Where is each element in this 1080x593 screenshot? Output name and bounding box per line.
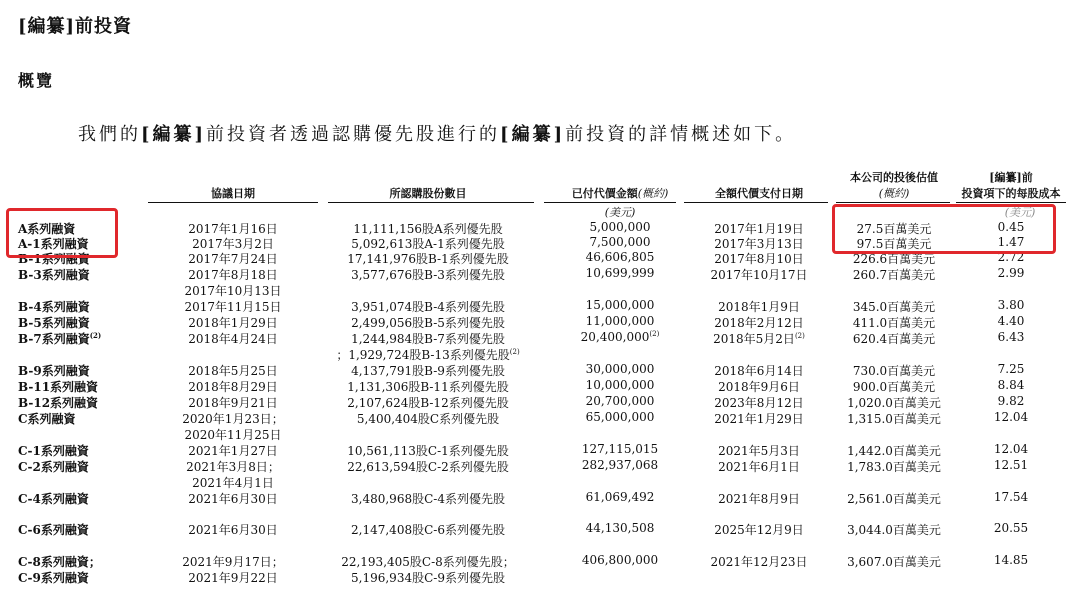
payment-date: 2025年12月9日: [714, 523, 804, 537]
payment-date: 2023年8月12日: [714, 396, 804, 410]
agreement-date: 2017年11月15日: [184, 300, 282, 314]
payment-date: 2021年1月29日: [714, 412, 804, 426]
cost-per-share: 9.82: [997, 394, 1025, 408]
header-rule: [836, 202, 950, 203]
cost-per-share: 12.04: [993, 442, 1029, 456]
consideration-paid: 20,400,000$^{(2)}$: [580, 330, 660, 344]
agreement-date: 2021年4月1日: [192, 475, 274, 490]
cost-per-share: 2.72: [997, 250, 1025, 264]
agreement-date: 2021年9月22日: [188, 570, 278, 585]
round-name: B-3系列融資: [18, 268, 90, 282]
consideration-paid: 11,000,000: [585, 314, 655, 328]
round-name: B-1系列融資: [18, 252, 90, 266]
cost-per-share: 8.84: [997, 378, 1025, 392]
agreement-date: 2017年7月24日: [188, 252, 278, 266]
cost-per-share: 14.85: [993, 553, 1029, 567]
consideration-paid: 20,700,000: [585, 394, 655, 408]
shares-subscribed: 4,137,791股B-9系列優先股: [351, 364, 505, 378]
cost-per-share: 20.55: [993, 521, 1029, 535]
payment-date: 2017年8月10日: [714, 252, 804, 266]
post-money-valuation: 1,442.0百萬美元: [847, 444, 941, 458]
payment-date: 2017年10月17日: [710, 268, 808, 282]
post-money-valuation: 260.7百萬美元: [852, 268, 936, 282]
post-money-valuation: 620.4百萬美元: [852, 332, 936, 346]
footnote-marker: (2): [89, 331, 102, 340]
highlight-box-right: [832, 204, 1056, 254]
agreement-date: 2018年8月29日: [188, 380, 278, 394]
round-name: B-11系列融資: [18, 380, 99, 394]
post-money-valuation: 411.0百萬美元: [852, 316, 936, 330]
round-name: C-2系列融資: [18, 460, 89, 474]
post-money-valuation: 1,315.0百萬美元: [847, 412, 941, 426]
round-name: C-8系列融資；: [18, 555, 101, 569]
header-shares: 所認購股份數目: [389, 187, 467, 200]
agreement-date: 2021年6月30日: [188, 523, 278, 537]
agreement-date: 2017年1月16日: [188, 222, 278, 236]
shares-subscribed: 10,561,113股C-1系列優先股: [347, 444, 509, 458]
shares-subscribed: 3,577,676股B-3系列優先股: [351, 268, 505, 282]
round-name: C-9系列融資: [18, 570, 89, 585]
header-paid: 已付代價金額(概約): [571, 187, 669, 200]
round-name: B-7系列融資$^{(2)}$: [18, 331, 102, 346]
header-rule: [148, 202, 318, 203]
post-money-valuation: 345.0百萬美元: [852, 300, 936, 314]
cost-per-share: 3.80: [997, 298, 1025, 312]
consideration-paid: 30,000,000: [585, 362, 655, 376]
post-money-valuation: 3,044.0百萬美元: [847, 523, 941, 537]
round-name: A系列融資: [18, 222, 76, 236]
paid-unit: (美元): [604, 206, 636, 219]
consideration-paid: 5,000,000: [589, 220, 651, 234]
post-money-valuation: 27.5百萬美元: [856, 222, 932, 236]
payment-date: 2018年5月2日$^{(2)}$: [713, 332, 805, 346]
shares-subscribed: 5,092,613股A-1系列優先股: [351, 237, 505, 251]
round-name: C系列融資: [18, 412, 76, 426]
cost-per-share: 2.99: [997, 266, 1025, 280]
shares-subscribed: 1,244,984股B-7系列優先股: [351, 332, 505, 346]
round-name: C-4系列融資: [18, 492, 89, 506]
post-money-valuation: 730.0百萬美元: [852, 364, 936, 378]
shares-subscribed: 11,111,156股A系列優先股: [353, 222, 503, 236]
post-money-valuation: 3,607.0百萬美元: [847, 555, 941, 569]
payment-date: 2021年12月23日: [710, 555, 808, 569]
agreement-date: 2020年1月23日；: [182, 412, 284, 426]
consideration-paid: 406,800,000: [581, 553, 659, 567]
shares-subscribed: ；1,929,724股B-13系列優先股$^{(2)}$: [336, 347, 520, 362]
cost-per-share: 4.40: [997, 314, 1025, 328]
agreement-date: 2018年5月25日: [188, 364, 278, 378]
header-rule: [684, 202, 828, 203]
shares-subscribed: 2,499,056股B-5系列優先股: [351, 316, 505, 330]
header-pay-date: 全額代價支付日期: [715, 187, 803, 200]
consideration-paid: 65,000,000: [585, 410, 655, 424]
cost-unit: (美元): [1004, 206, 1036, 219]
round-name: B-5系列融資: [18, 316, 90, 330]
shares-subscribed: 5,196,934股C-9系列優先股: [351, 570, 505, 585]
agreement-date: 2020年11月25日: [184, 427, 282, 442]
agreement-date: 2021年9月17日；: [182, 555, 284, 569]
agreement-date: 2021年6月30日: [188, 492, 278, 506]
highlight-box-left: [6, 208, 118, 258]
payment-date: 2021年6月1日: [718, 460, 800, 474]
consideration-paid: 10,000,000: [585, 378, 655, 392]
consideration-paid: 127,115,015: [581, 442, 659, 456]
consideration-paid: 46,606,805: [585, 250, 655, 264]
consideration-paid: 44,130,508: [585, 521, 655, 535]
consideration-paid: 10,699,999: [585, 266, 655, 280]
payment-date: 2018年1月9日: [718, 300, 800, 314]
shares-subscribed: 2,147,408股C-6系列優先股: [351, 523, 505, 537]
shares-subscribed: 1,131,306股B-11系列優先股: [347, 380, 509, 394]
round-name: C-6系列融資: [18, 523, 89, 537]
cost-per-share: 12.04: [993, 410, 1029, 424]
payment-date: 2017年1月19日: [714, 222, 804, 236]
agreement-date: 2021年1月27日: [188, 444, 278, 458]
post-money-valuation: 97.5百萬美元: [856, 237, 932, 251]
shares-subscribed: 3,951,074股B-4系列優先股: [351, 300, 505, 314]
footnote-marker: (2): [649, 330, 660, 338]
consideration-paid: 7,500,000: [589, 235, 651, 249]
agreement-date: 2018年1月29日: [188, 316, 278, 330]
cost-per-share: 6.43: [997, 330, 1025, 344]
section-subtitle: 概覽: [18, 71, 55, 90]
consideration-paid: 282,937,068: [581, 458, 659, 472]
cost-per-share: 0.45: [997, 220, 1025, 234]
payment-date: 2018年9月6日: [718, 380, 800, 394]
post-money-valuation: 226.6百萬美元: [852, 252, 936, 266]
round-name: A-1系列融資: [18, 237, 89, 251]
footnote-marker: (2): [509, 347, 520, 356]
payment-date: 2021年8月9日: [718, 492, 800, 506]
agreement-date: 2017年8月18日: [188, 268, 278, 282]
round-name: C-1系列融資: [18, 444, 89, 458]
agreement-date: 2018年9月21日: [188, 396, 278, 410]
shares-subscribed: 2,107,624股B-12系列優先股: [347, 396, 509, 410]
footnote-marker: (2): [794, 332, 805, 340]
header-rule: [544, 202, 676, 203]
round-name: B-12系列融資: [18, 396, 99, 410]
agreement-date: 2017年3月2日: [192, 237, 274, 251]
consideration-paid: 15,000,000: [585, 298, 655, 312]
shares-subscribed: 22,193,405股C-8系列優先股；: [341, 555, 515, 569]
header-valuation: 本公司的投後估值 (概約): [850, 171, 938, 200]
shares-subscribed: 5,400,404股C系列優先股: [356, 412, 500, 426]
section-title: [編纂]前投資: [18, 16, 133, 37]
header-rule: [956, 202, 1066, 203]
shares-subscribed: 17,141,976股B-1系列優先股: [347, 252, 509, 266]
consideration-paid: 61,069,492: [585, 490, 655, 504]
post-money-valuation: 1,020.0百萬美元: [847, 396, 941, 410]
intro-paragraph: 我們的[編纂]前投資者透過認購優先股進行的[編纂]前投資的詳情概述如下。: [78, 124, 797, 145]
cost-per-share: 17.54: [993, 490, 1029, 504]
shares-subscribed: 3,480,968股C-4系列優先股: [351, 492, 505, 506]
post-money-valuation: 1,783.0百萬美元: [847, 460, 941, 474]
header-rule: [328, 202, 534, 203]
payment-date: 2021年5月3日: [718, 444, 800, 458]
payment-date: 2018年2月12日: [714, 316, 804, 330]
agreement-date: 2017年10月13日: [184, 283, 282, 298]
payment-date: 2017年3月13日: [714, 237, 804, 251]
agreement-date: 2021年3月8日；: [186, 460, 280, 474]
payment-date: 2018年6月14日: [714, 364, 804, 378]
header-cost: [編纂]前 投資項下的每股成本: [961, 171, 1061, 200]
round-name: B-4系列融資: [18, 300, 90, 314]
cost-per-share: 7.25: [997, 362, 1025, 376]
shares-subscribed: 22,613,594股C-2系列優先股: [347, 460, 509, 474]
post-money-valuation: 2,561.0百萬美元: [847, 492, 941, 506]
agreement-date: 2018年4月24日: [188, 332, 278, 346]
round-name: B-9系列融資: [18, 364, 90, 378]
post-money-valuation: 900.0百萬美元: [852, 380, 936, 394]
header-agreement-date: 協議日期: [211, 187, 255, 200]
cost-per-share: 12.51: [993, 458, 1029, 472]
cost-per-share: 1.47: [997, 235, 1025, 249]
